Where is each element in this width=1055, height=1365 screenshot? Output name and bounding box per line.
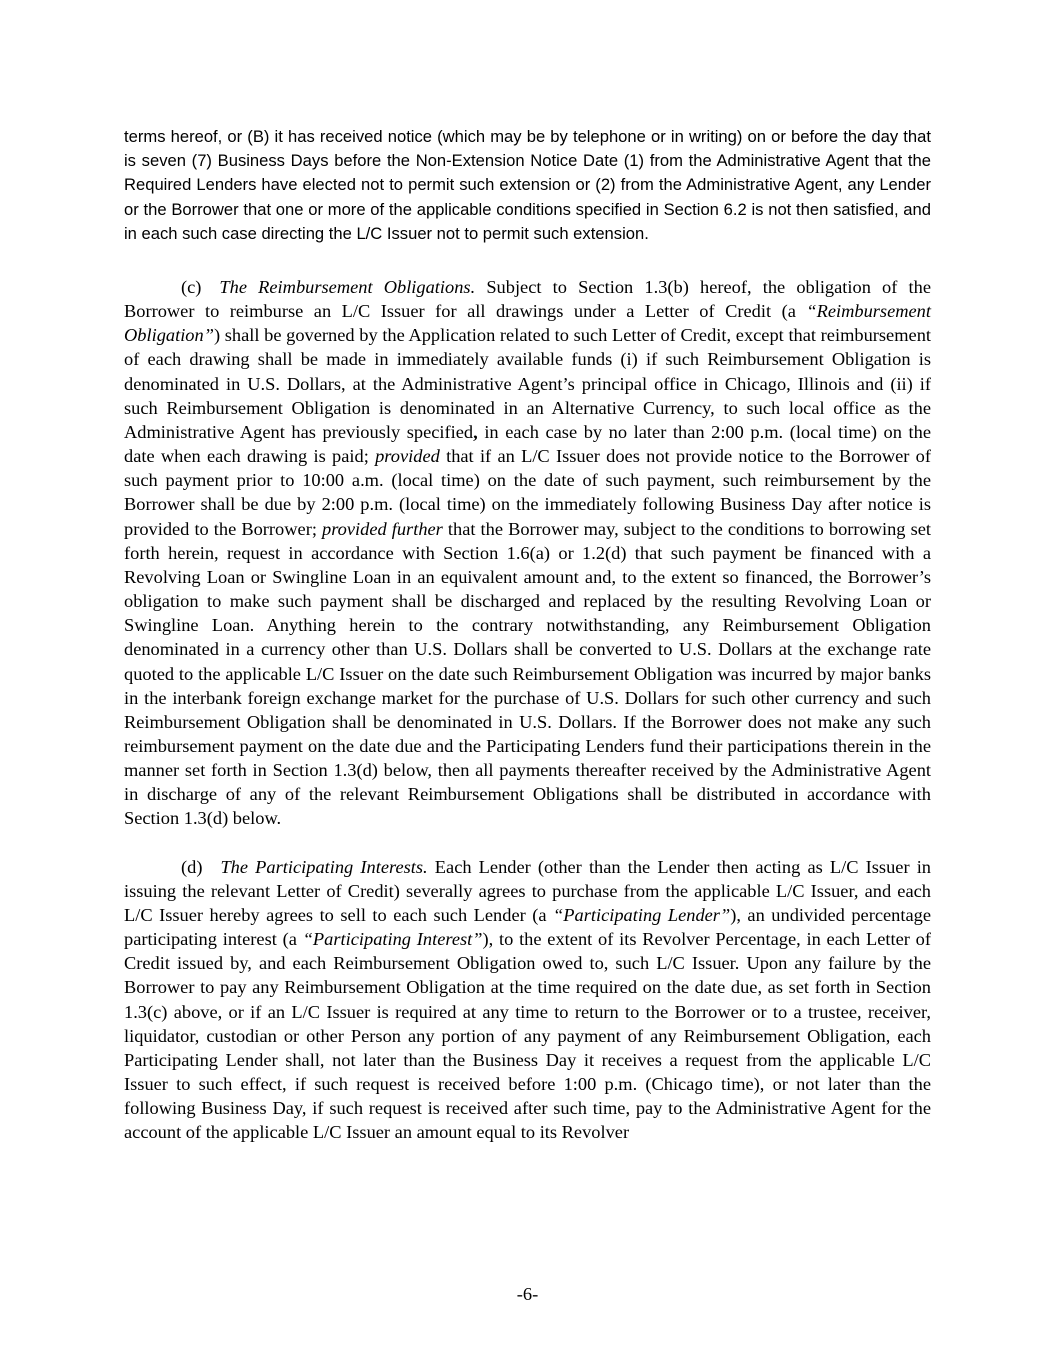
paragraph-c-heading: The Reimbursement Obligations. [219, 277, 476, 298]
paragraph-c-text-3: in each case by no later than 2:00 p.m. (local time) on the date when each drawing is paid; [124, 421, 931, 467]
paragraph-d-text-1: Each Lender (other than the Lender then acting as L/C Issuer in issuing the relevant Letter of Credit) severally agrees to purchase from the applicable L/C Issuer, and each L/C Issuer hereby agrees to sell to each such Lender (a [124, 856, 932, 925]
paragraph-b-continued: terms hereof, or (B) it has received notice (which may be by telephone or in writing) on or before the day that is seven (7) Business Days before the Non-Extension Notice Date (1) from the Administrative Agent that the Required Lenders have elected not to permit such extension or (2) from the Administrative Agent, any Lender or the Borrower that one or more of the applicable conditions specified in Section 6.2 is not then satisfied, and in each such case directing the L/C Issuer not to permit such extension. [124, 127, 931, 243]
paragraph-d-participating-interests [124, 855, 931, 1145]
defined-term-reimbursement-obligation: “Reimbursement Obligation” [124, 301, 931, 346]
paragraph-d-text-3: ), to the extent of its Revolver Percentage, in each Letter of Credit issued by, and each Reimbursement Obligation owed to, such L/C Issuer. Upon any failure by the Borrower to pay any Reimbursement Obligation at the time required on the date due, as set forth in Section 1.3(c) above, or if an L/C Issuer is required at any time to return to the Borrower or to a trustee, receiver, liquidator, custodian or other Person any portion of any payment of any Reimbursement Obligation, each Participating Lender shall, not later than the Business Day it receives a request from the applicable L/C Issuer to such effect, if such request is received before 1:00 p.m. (Chicago time), or not later than the following Business Day, if such request is received after such time, pay to the Administrative Agent for the account of the applicable L/C Issuer an amount equal to its Revolver [124, 929, 931, 1143]
paragraph-c-reimbursement-obligations [124, 275, 931, 831]
paragraph-c-text-5: that the Borrower may, subject to the conditions to borrowing set forth herein, request in accordance with Section 1.6(a) or 1.2(d) that such payment be financed with a Revolving Loan or Swingline Loan in an equivalent amount and, to the extent so financed, the Borrower’s obligation to make such payment shall be discharged and replaced by the resulting Revolving Loan or Swingline Loan. Anything herein to the contrary notwithstanding, any Reimbursement Obligation denominated in a currency other than U.S. Dollars shall be converted to U.S. Dollars at the exchange rate quoted to the applicable L/C Issuer on the date such Reimbursement Obligation was incurred by major banks in the interbank foreign exchange market for the purchase of U.S. Dollars for such other currency and such Reimbursement Obligation shall be denominated in U.S. Dollars. If the Borrower does not make any such reimbursement payment on the date due and the Participating Lenders fund their participations therein in the manner set forth in Section 1.3(d) below, then all payments thereafter received by the Administrative Agent in discharge of any of the relevant Reimbursement Obligations shall be distributed in accordance with Section 1.3(d) below. [124, 518, 931, 829]
document-page [124, 125, 931, 1144]
paragraph-c-text-1: Subject to Section 1.3(b) hereof, the obligation of the Borrower to reimburse an L/C Issuer for all drawings under a Letter of Credit (a [124, 277, 931, 322]
paragraph-d-text-2: ), an undivided percentage participating interest (a [124, 904, 931, 950]
term-provided-further: provided further [322, 518, 443, 539]
defined-term-participating-lender: “Participating Lender” [553, 904, 731, 925]
paragraph-d-heading: The Participating Interests. [220, 856, 428, 877]
defined-term-participating-interest: “Participating Interest” [302, 929, 483, 950]
term-provided: provided [375, 446, 440, 467]
paragraph-c-label: (c) [181, 277, 202, 298]
page-number: -6- [516, 1284, 539, 1304]
paragraph-c-text-2: ) shall be governed by the Application related to such Letter of Credit, except that reimbursement of each drawing shall be made in immediately available funds (i) if such Reimbursement Obligation is denominated in U.S. Dollars, at the Administrative Agent’s principal office in Chicago, Illinois and (ii) if such Reimbursement Obligation is denominated in an Alternative Currency, to such local office as the Administrative Agent has previously specified [124, 325, 931, 442]
paragraph-c-bold-comma: , [473, 421, 478, 442]
paragraph-c-text-4: that if an L/C Issuer does not provide notice to the Borrower of such payment prior to 10:00 a.m. (local time) on the date of such payment, such reimbursement by the Borrower shall be due by 2:00 p.m. (local time) on the immediately following Business Day after notice is provided to the Borrower; [124, 446, 931, 539]
paragraph-d-label: (d) [181, 856, 203, 877]
